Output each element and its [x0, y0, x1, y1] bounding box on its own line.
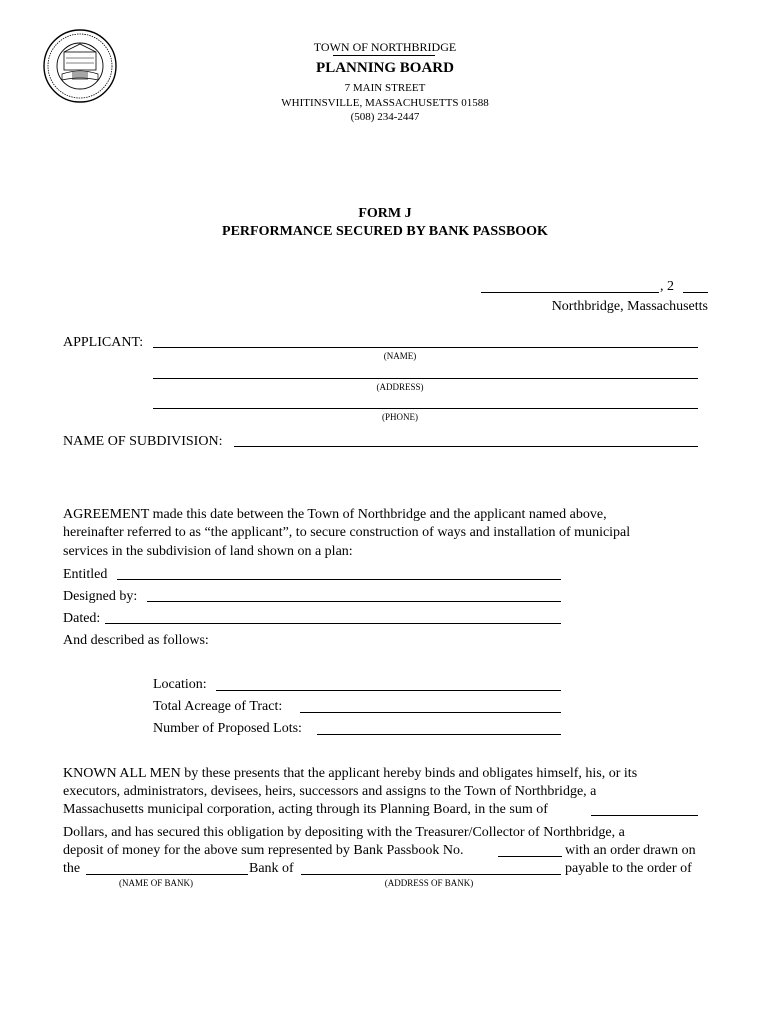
agreement-line-1: AGREEMENT made this date between the Town of Northbridge and the applicant named above,: [63, 507, 607, 522]
applicant-phone-field[interactable]: [153, 408, 698, 409]
known-line-5a: deposit of money for the above sum represented by Bank Passbook No.: [63, 843, 464, 858]
form-title: PERFORMANCE SECURED BY BANK PASSBOOK: [222, 224, 548, 239]
dated-field[interactable]: [105, 623, 561, 624]
location-field[interactable]: [216, 690, 561, 691]
date-field[interactable]: [481, 292, 659, 293]
applicant-label: APPLICANT:: [63, 335, 144, 350]
form-code: FORM J: [358, 206, 412, 221]
town-seal-logo: [42, 28, 118, 104]
known-line-6c: payable to the order of: [565, 861, 692, 876]
acreage-field[interactable]: [300, 712, 561, 713]
phone-caption: (PHONE): [382, 412, 418, 422]
street-address: 7 MAIN STREET: [344, 82, 426, 94]
year-field[interactable]: [683, 292, 708, 293]
bank-address-field[interactable]: [301, 874, 561, 875]
town-name-underline: [333, 55, 435, 56]
passbook-number-field[interactable]: [498, 856, 562, 857]
bank-name-caption: (NAME OF BANK): [119, 878, 193, 888]
known-line-5b: with an order drawn on: [565, 843, 696, 858]
place-name: Northbridge, Massachusetts: [551, 299, 708, 314]
known-line-6b: Bank of: [249, 861, 294, 876]
town-name: TOWN OF NORTHBRIDGE: [313, 40, 457, 54]
agreement-line-2: hereinafter referred to as “the applicant”, to secure construction of ways and installation of municipal: [63, 525, 631, 540]
entitled-field[interactable]: [117, 579, 561, 580]
sum-field[interactable]: [591, 815, 698, 816]
city-address: WHITINSVILLE, MASSACHUSETTS 01588: [281, 97, 489, 109]
known-line-4: Dollars, and has secured this obligation by depositing with the Treasurer/Collector of Northbridge, a: [63, 825, 625, 840]
known-line-1: KNOWN ALL MEN by these presents that the applicant hereby binds and obligates himself, his, or its: [63, 766, 638, 781]
designed-by-field[interactable]: [147, 601, 561, 602]
known-line-2: executors, administrators, devisees, heirs, successors and assigns to the Town of Northbridge, a: [63, 784, 597, 799]
subdivision-name-field[interactable]: [234, 446, 698, 447]
address-caption: (ADDRESS): [376, 382, 424, 392]
acreage-label: Total Acreage of Tract:: [153, 699, 283, 714]
applicant-name-field[interactable]: [153, 347, 698, 348]
lots-field[interactable]: [317, 734, 561, 735]
name-caption: (NAME): [383, 351, 417, 361]
entitled-label: Entitled: [63, 567, 108, 582]
bank-name-field[interactable]: [86, 874, 248, 875]
board-name: PLANNING BOARD: [316, 60, 454, 76]
known-line-3: Massachusetts municipal corporation, acting through its Planning Board, in the sum of: [63, 802, 548, 817]
bank-address-caption: (ADDRESS OF BANK): [384, 878, 474, 888]
described-label: And described as follows:: [63, 633, 209, 648]
dated-label: Dated:: [63, 611, 101, 626]
location-label: Location:: [153, 677, 207, 692]
designed-by-label: Designed by:: [63, 589, 138, 604]
phone-number: (508) 234-2447: [350, 111, 420, 123]
applicant-address-field[interactable]: [153, 378, 698, 379]
known-line-6a: the: [63, 861, 81, 876]
year-prefix: , 2: [660, 279, 674, 294]
lots-label: Number of Proposed Lots:: [153, 721, 302, 736]
agreement-line-3: services in the subdivision of land shown on a plan:: [63, 544, 353, 559]
subdivision-label: NAME OF SUBDIVISION:: [63, 434, 223, 449]
